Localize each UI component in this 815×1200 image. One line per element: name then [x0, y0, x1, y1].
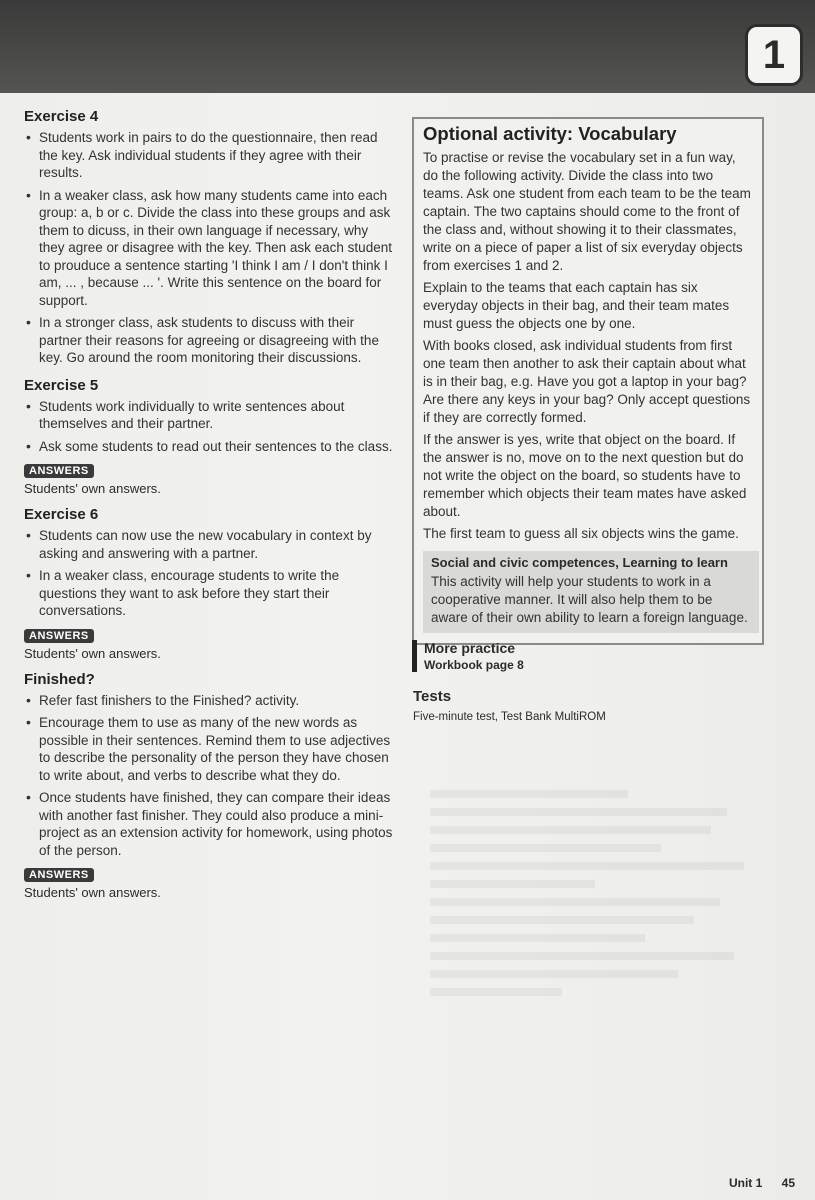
list-item: • Students work individually to write sentences about themselves and their partner. [24, 398, 394, 433]
optional-paragraph: To practise or revise the vocabulary set in a fun way, do the following activity. Divide the class into two teams. Ask one student from each team to be the team captain. The two captains should come to the front of the class and, without showing it to their classmates, write on a piece of paper a list of six everyday objects from exercises 1 and 2. [423, 150, 751, 273]
list-item: • In a weaker class, encourage students to write the questions they want to ask before they start their conversations. [24, 567, 394, 620]
list-item: • In a weaker class, ask how many students came into each group: a, b or c. Divide the class into these groups and ask them to dicuss, in their own language if necessary, why they agree or disagree with the key. Then ask each student to prouduce a sentence starting 'I think I am / I don't think I am, ... , because ... '. Write this sentence on the board for support. [24, 187, 394, 310]
left-column [24, 108, 394, 910]
list-item: • Once students have finished, they can compare their ideas with another fast finisher. They could also produce a mini-project as an extension activity for homework, using photos of the person. [24, 789, 394, 859]
answers-badge: ANSWERS [24, 464, 94, 478]
more-practice-block [412, 640, 524, 672]
answers-text: Students' own answers. [24, 481, 161, 496]
answers-text: Students' own answers. [24, 645, 161, 661]
exercise-5-section [24, 377, 394, 497]
tests-title: Tests [413, 688, 452, 705]
show-through-decoration [430, 790, 760, 1120]
list-item: • Encourage them to use as many of the new words as possible in their sentences. Remind them to use adjectives to describe the personality of the person they have chosen to write about, and verbs to describe what they do. [24, 714, 394, 784]
right-column [412, 117, 772, 645]
answers-text: Students' own answers. [24, 885, 161, 900]
exercise-4-heading: Exercise 4 [24, 108, 99, 125]
answers-badge: ANSWERS [24, 629, 94, 643]
optional-paragraph: The first team to guess all six objects wins the game. [423, 526, 739, 541]
optional-paragraph: Explain to the teams that each captain has six everyday objects in their bag, and their team mates must guess the objects one by one. [423, 280, 730, 331]
competences-box [423, 551, 759, 633]
optional-activity-title: Optional activity: Vocabulary [423, 123, 677, 144]
footer-unit: Unit 1 [728, 1176, 763, 1190]
exercise-6-section [24, 506, 394, 661]
list-item: • Students can now use the new vocabulary in context by asking and answering with a partner. [24, 527, 394, 562]
tests-text: Five-minute test, Test Bank MultiROM [413, 711, 606, 723]
competences-title: Social and civic competences, Learning to learn [431, 555, 728, 570]
finished-section [24, 671, 394, 901]
optional-activity-box [412, 117, 764, 645]
competences-text: This activity will help your students to work in a cooperative manner. It will also help them to be aware of their own ability to learn a foreign language. [431, 574, 748, 625]
optional-paragraph: With books closed, ask individual students from first one team then another to ask their captain about what is in their bag, e.g. Have you got a laptop in your bag? Are there any keys in your bag? Only accept questions if they are correctly formed. [423, 338, 751, 425]
list-item: • Ask some students to read out their sentences to the class. [24, 438, 394, 456]
tests-block [413, 688, 606, 723]
optional-paragraph: If the answer is yes, write that object on the board. If the answer is no, move on to the next question but do not write the object on the board, so students have to remember which objects their team mates have asked about. [423, 432, 747, 519]
header-band [0, 0, 815, 96]
page-footer [713, 1176, 795, 1190]
footer-page-number: 45 [781, 1176, 795, 1190]
more-practice-subtitle: Workbook page 8 [424, 658, 524, 672]
list-item: • Refer fast finishers to the Finished? activity. [24, 692, 394, 710]
list-item: • In a stronger class, ask students to discuss with their partner their reasons for agreeing or disagreeing with the key. Go around the room monitoring their discussions. [24, 314, 394, 367]
exercise-4-section [24, 108, 394, 367]
exercise-5-heading: Exercise 5 [24, 376, 99, 394]
exercise-6-list [24, 527, 394, 620]
answers-badge: ANSWERS [24, 868, 94, 882]
finished-list [24, 692, 394, 860]
exercise-6-heading: Exercise 6 [24, 506, 99, 523]
exercise-5-list [24, 398, 394, 456]
finished-heading: Finished? [24, 670, 95, 688]
unit-tab: 1 [745, 24, 803, 86]
list-item: • Students work in pairs to do the questionnaire, then read the key. Ask individual students if they agree with their results. [24, 129, 394, 182]
more-practice-title: More practice [424, 640, 516, 656]
exercise-4-list [24, 129, 394, 367]
